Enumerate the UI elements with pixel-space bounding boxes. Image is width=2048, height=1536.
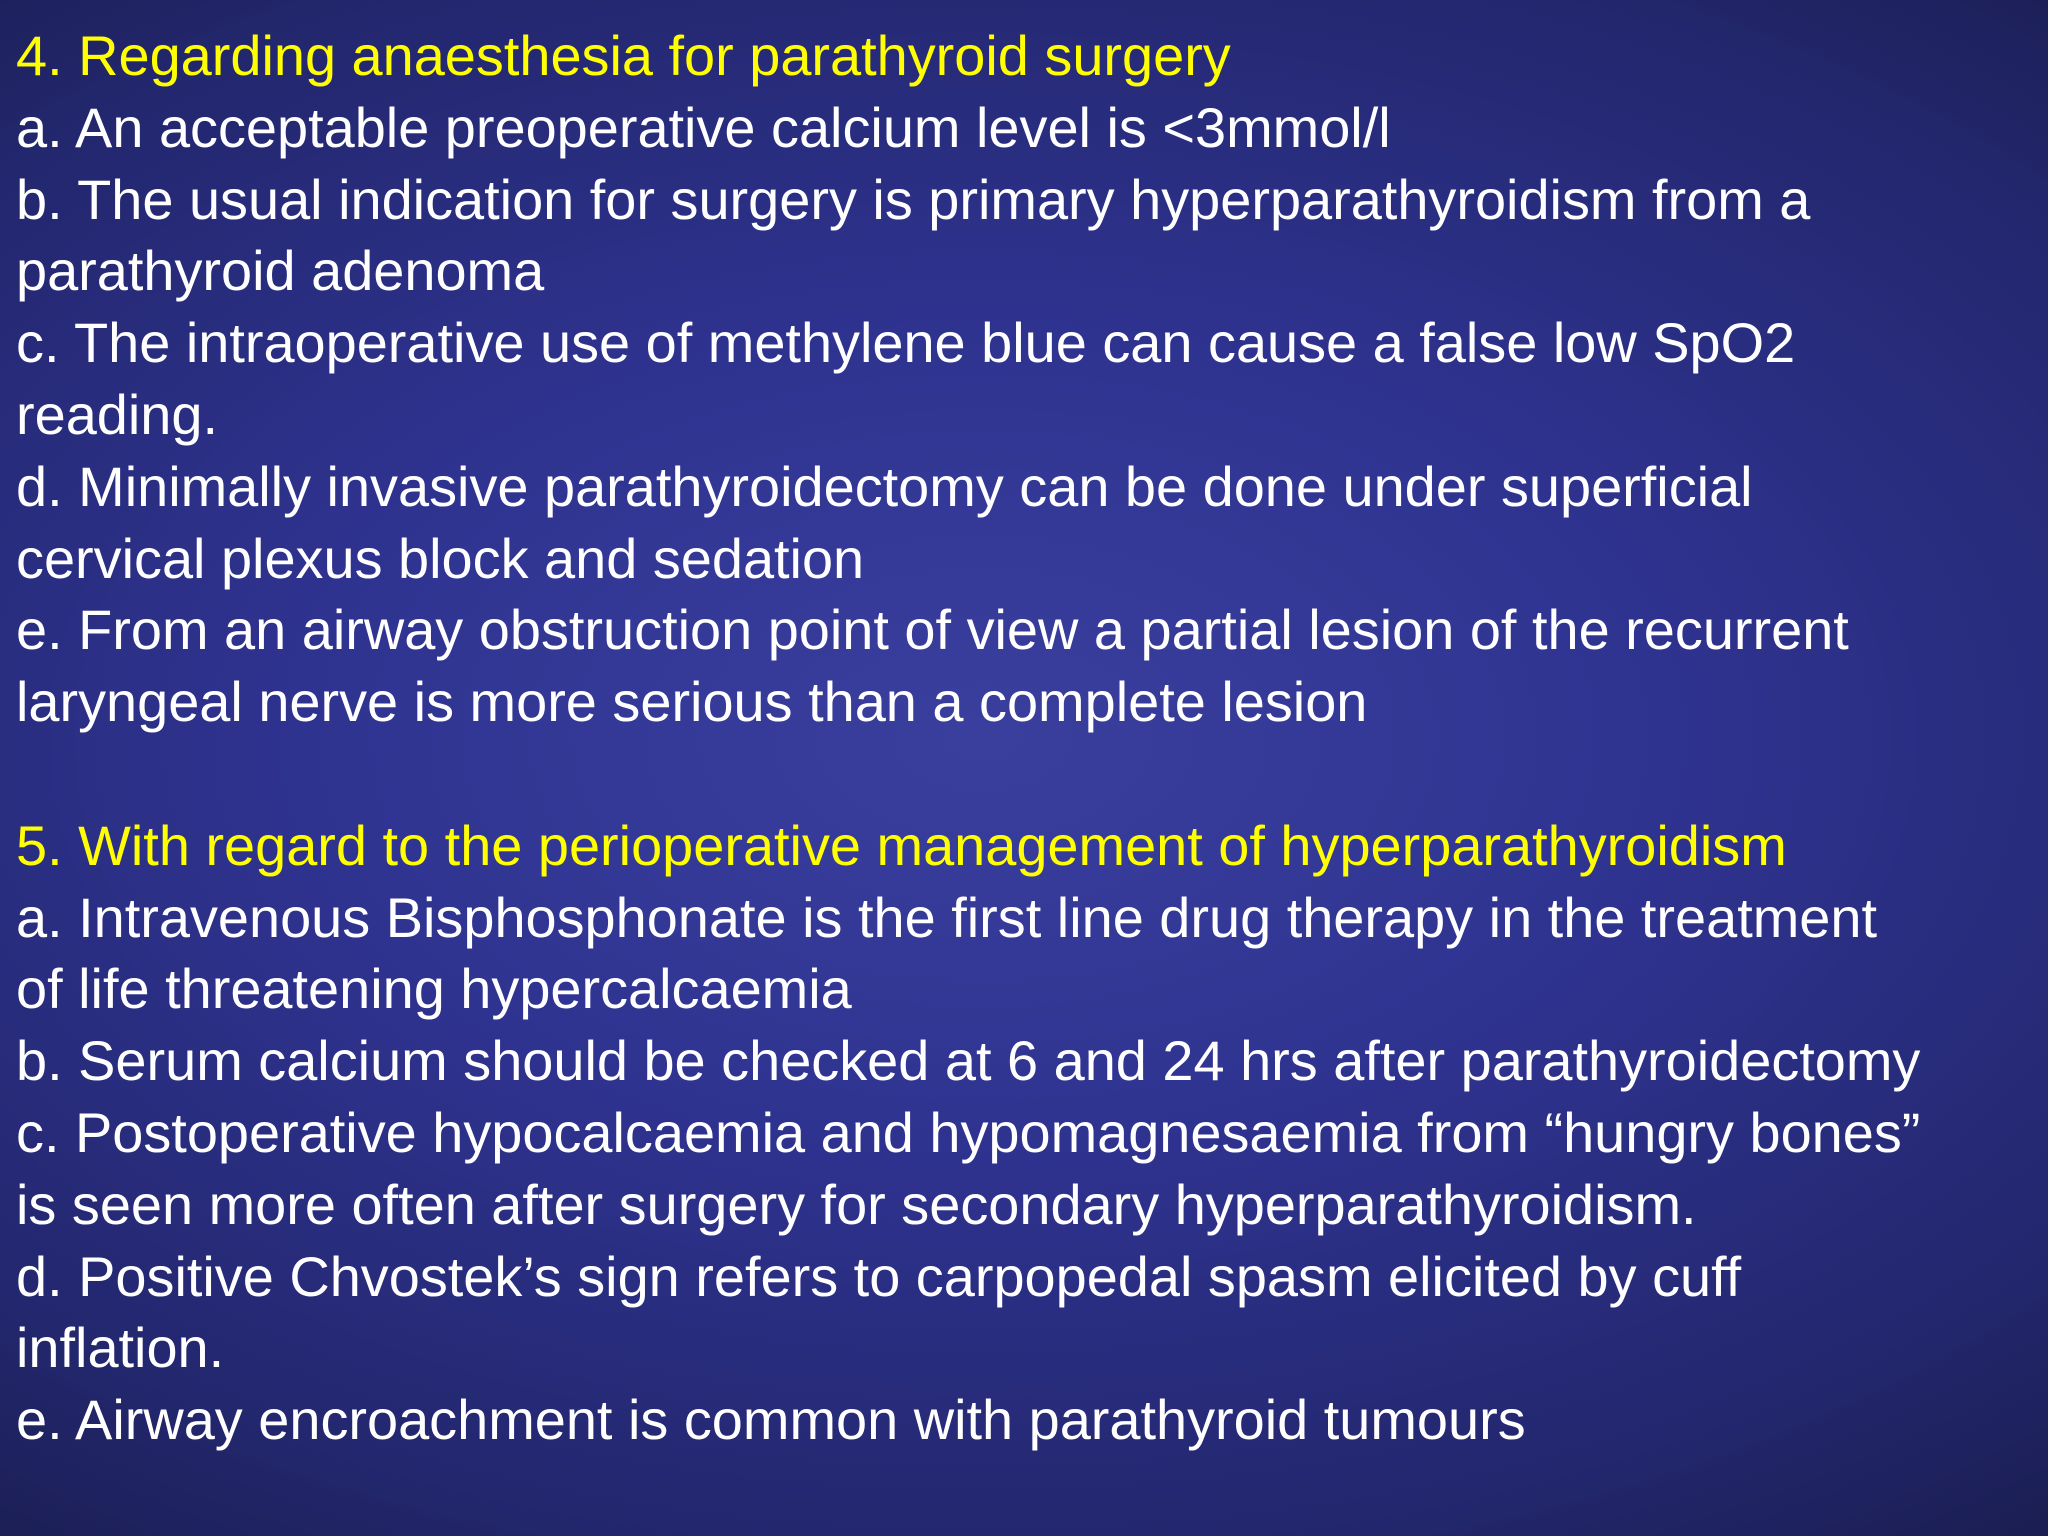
question-4-option-c-line1: c. The intraoperative use of methylene blue can cause a false low SpO2 xyxy=(16,311,1796,375)
question-4-option-a: a. An acceptable preoperative calcium level is <3mmol/l xyxy=(16,95,1391,159)
question-4-option-b-line2: parathyroid adenoma xyxy=(16,239,545,303)
question-5-option-d-line2: inflation. xyxy=(16,1316,225,1380)
section-spacer xyxy=(16,738,2048,810)
question-5-option-d-line1: d. Positive Chvostek’s sign refers to carpopedal spasm elicited by cuff xyxy=(16,1244,1742,1308)
question-5-option-a-line1: a. Intravenous Bisphosphonate is the first line drug therapy in the treatment xyxy=(16,885,1877,949)
question-4-option-e-line1: e. From an airway obstruction point of view a partial lesion of the recurrent xyxy=(16,598,1849,662)
question-5-option-a-line2: of life threatening hypercalcaemia xyxy=(16,957,852,1021)
question-4-option-e-line2: laryngeal nerve is more serious than a complete lesion xyxy=(16,670,1368,734)
question-5-option-c-line1: c. Postoperative hypocalcaemia and hypomagnesaemia from “hungry bones” xyxy=(16,1100,1921,1164)
question-4-option-c-line2: reading. xyxy=(16,382,218,446)
question-5-option-c-line2: is seen more often after surgery for secondary hyperparathyroidism. xyxy=(16,1172,1697,1236)
question-4-option-b-line1: b. The usual indication for surgery is primary hyperparathyroidism from a xyxy=(16,167,1811,231)
question-4-heading: 4. Regarding anaesthesia for parathyroid surgery xyxy=(16,24,1231,87)
question-5-option-e: e. Airway encroachment is common with parathyroid tumours xyxy=(16,1388,1526,1452)
question-4-option-d-line1: d. Minimally invasive parathyroidectomy can be done under superficial xyxy=(16,454,1753,518)
question-5-heading: 5. With regard to the perioperative management of hyperparathyroidism xyxy=(16,813,1787,877)
question-5-option-b: b. Serum calcium should be checked at 6 and 24 hrs after parathyroidectomy xyxy=(16,1029,1921,1093)
question-4-option-d-line2: cervical plexus block and sedation xyxy=(16,526,865,590)
